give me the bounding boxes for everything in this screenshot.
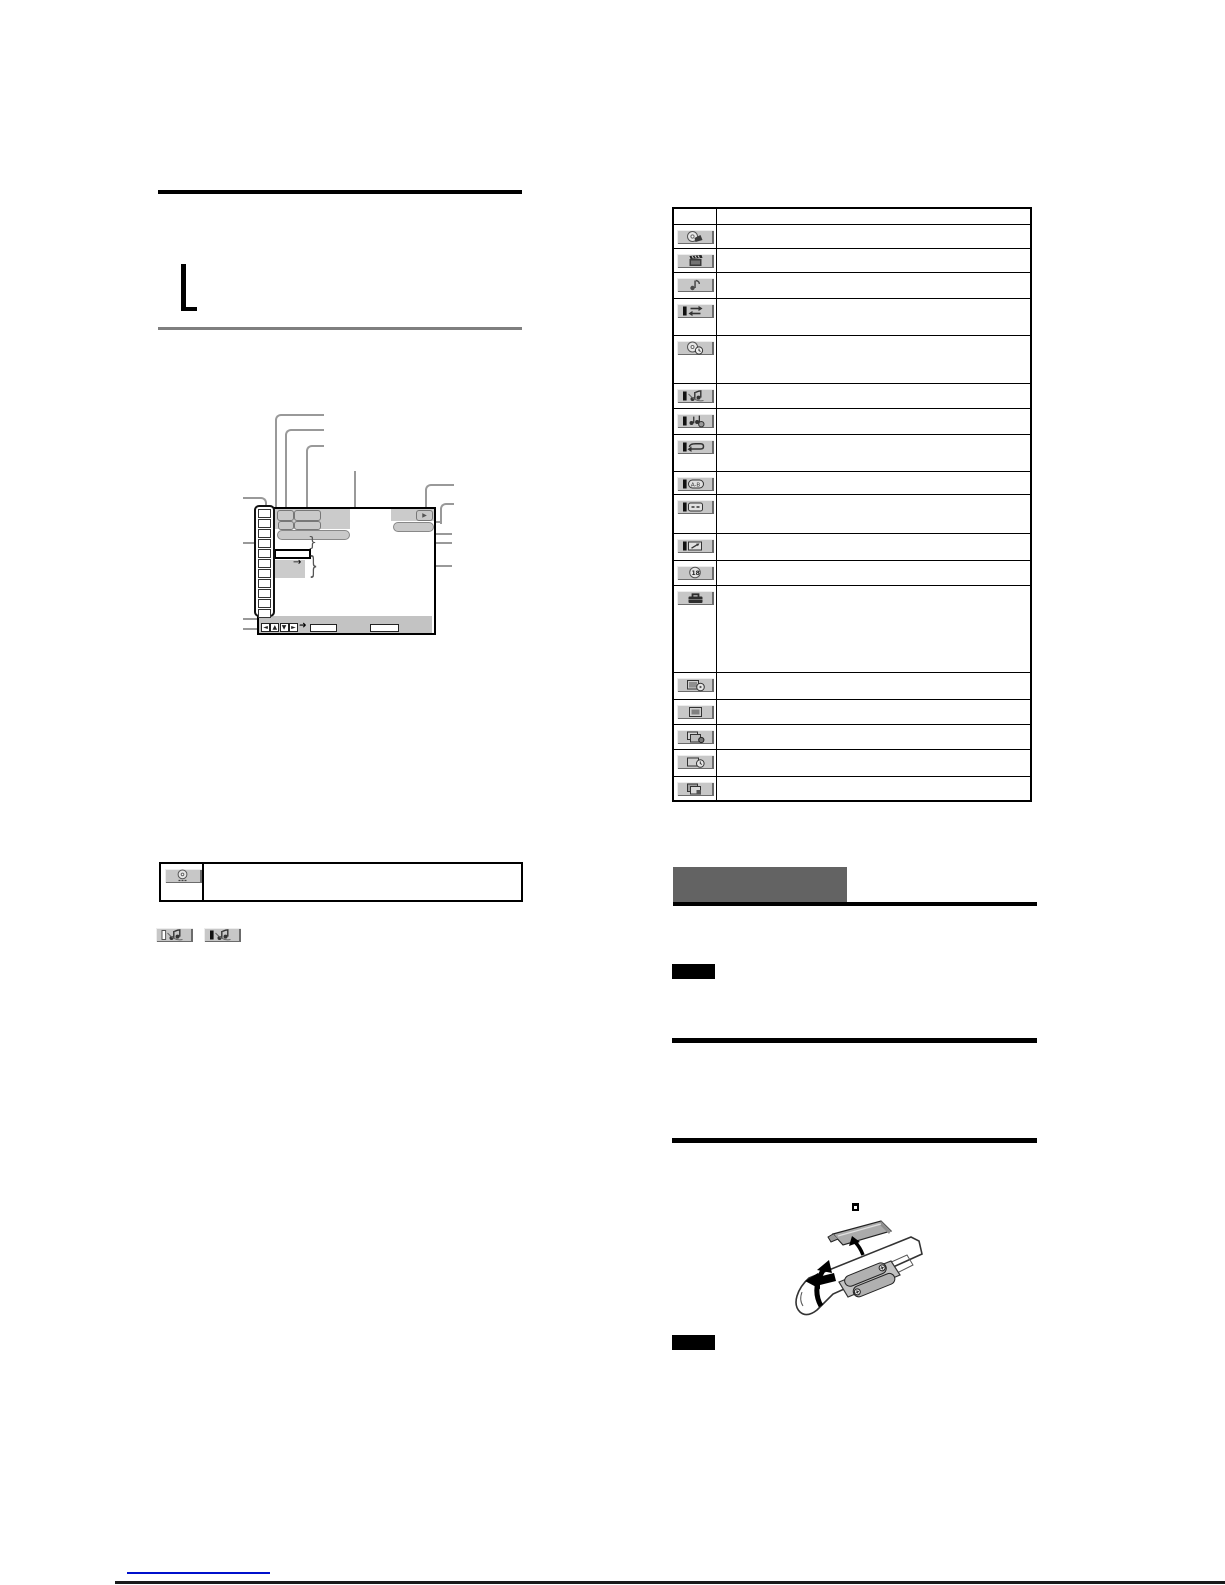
menu-list-cell	[258, 549, 271, 558]
control-menu-icon-table	[672, 207, 1032, 802]
nav-arrow-box: ►	[289, 623, 298, 632]
icon-cell	[674, 586, 717, 672]
icon-cell	[674, 673, 717, 699]
description-cell	[717, 586, 1030, 672]
icon-table-row	[674, 724, 1030, 749]
link-underline	[127, 1572, 270, 1574]
icon-table-row	[674, 224, 1030, 248]
description-cell	[717, 495, 1030, 533]
section-top-rule	[158, 190, 522, 194]
proceed-arrow: ➜	[299, 621, 307, 631]
icon-table-row	[674, 699, 1030, 724]
bottom-label-box-2	[370, 624, 399, 632]
menu-list-cell	[258, 599, 271, 608]
menu-list-cell	[258, 509, 271, 518]
shuffle-notes-icon	[677, 414, 714, 428]
a-b-repeat-icon	[677, 477, 714, 491]
icon-table-row	[674, 383, 1030, 408]
nav-arrow-box: ◄	[261, 623, 270, 632]
icon-table-row	[674, 533, 1030, 560]
brace-1: }	[308, 535, 317, 551]
parental-control-disc-icon	[677, 566, 714, 580]
lift-arrow-head	[817, 1260, 832, 1273]
header-desc-cell	[717, 209, 1030, 224]
icon-cell	[674, 384, 717, 408]
icon-table-row	[674, 248, 1030, 272]
data-disc-icon	[165, 869, 202, 883]
description-cell	[717, 673, 1030, 699]
cover-arrow	[855, 1242, 863, 1255]
icon-table-row	[674, 776, 1030, 800]
menu-list-cell	[258, 609, 271, 618]
cursor-arrow: →	[293, 557, 302, 568]
description-cell	[717, 336, 1030, 383]
section-banner-rule	[673, 902, 1037, 906]
right-rule-2	[672, 1138, 1037, 1143]
play-status-icon: ▶	[416, 510, 433, 521]
nav-arrow-box: ▲	[270, 623, 279, 632]
menu-list-cell	[258, 529, 271, 538]
icon-table-row	[674, 494, 1030, 533]
icon-cell	[674, 725, 717, 749]
setup-toolbox-icon	[677, 591, 714, 605]
audio-notes-icon	[677, 389, 714, 403]
description-cell	[717, 472, 1030, 494]
page-bottom-edge	[115, 1581, 1225, 1584]
description-cell	[717, 750, 1030, 776]
section-banner	[673, 867, 847, 902]
description-cell	[717, 409, 1030, 434]
audio-icon-black-variant	[204, 927, 241, 946]
icon-table-row	[674, 585, 1030, 672]
description-cell	[717, 384, 1030, 408]
menu-list-cell	[258, 519, 271, 528]
description-cell	[717, 249, 1030, 272]
menu-left-list-outline	[254, 505, 275, 617]
icon-cell	[674, 249, 717, 272]
remote-battery-illustration	[793, 1218, 945, 1320]
data-disc-note-table	[159, 862, 523, 902]
brace-2: }	[309, 553, 318, 581]
table-divider	[202, 864, 204, 900]
menu-list-cell	[258, 579, 271, 588]
status-pill	[393, 522, 434, 532]
icon-cell	[674, 777, 717, 800]
svg-text:A-B: A-B	[690, 482, 701, 489]
note-badge-2	[672, 1335, 715, 1350]
description-cell	[717, 435, 1030, 471]
description-cell	[717, 777, 1030, 800]
menu-tab-2	[294, 510, 321, 521]
data-disc-icon-cell	[165, 868, 202, 887]
icon-cell	[674, 534, 717, 560]
icon-cell	[674, 700, 717, 724]
menu-list-cell	[258, 559, 271, 568]
album-picture-disc-icon	[677, 678, 714, 692]
program-arrows-icon	[677, 304, 714, 318]
menu-tab-4	[294, 521, 321, 530]
title-disc-icon	[677, 230, 714, 244]
icon-table-row	[674, 560, 1030, 585]
audio-notes-icon	[204, 928, 241, 942]
file-picture-icon	[677, 705, 714, 719]
svg-text:18: 18	[691, 570, 700, 577]
icon-cell	[674, 435, 717, 471]
description-cell	[717, 225, 1030, 248]
callout-line-3	[306, 445, 324, 509]
right-rule-1	[672, 1038, 1037, 1043]
subtitle-icon	[677, 500, 714, 514]
icon-table-row	[674, 298, 1030, 335]
date-pictures-icon	[677, 730, 714, 744]
icon-table-row	[674, 272, 1030, 298]
track-note-icon	[677, 278, 714, 292]
drop-cap-L	[181, 264, 197, 311]
section-sub-rule	[158, 327, 522, 330]
icon-table-row	[674, 471, 1030, 494]
effect-pictures-icon	[677, 782, 714, 796]
icon-cell	[674, 495, 717, 533]
description-cell	[717, 725, 1030, 749]
icon-cell	[674, 561, 717, 585]
badge-glyph	[854, 1206, 857, 1209]
bottom-label-box-1	[310, 624, 337, 632]
menu-tab-3	[278, 521, 294, 530]
table-header-row	[674, 209, 1030, 224]
menu-list-cell	[258, 539, 271, 548]
angle-icon	[677, 539, 714, 553]
description-cell	[717, 534, 1030, 560]
audio-notes-icon	[156, 928, 193, 942]
icon-cell	[674, 273, 717, 298]
menu-list-cell	[258, 589, 271, 598]
chapter-clapperboard-icon	[677, 254, 714, 268]
icon-cell	[674, 299, 717, 335]
description-cell	[717, 273, 1030, 298]
battery-cover	[828, 1221, 891, 1245]
menu-list-cell	[258, 569, 271, 578]
icon-cell	[674, 409, 717, 434]
icon-cell	[674, 472, 717, 494]
menu-tab-1	[277, 510, 294, 521]
icon-table-row	[674, 434, 1030, 471]
nav-arrow-box: ▼	[280, 623, 289, 632]
icon-cell	[674, 750, 717, 776]
description-cell	[717, 700, 1030, 724]
description-cell	[717, 299, 1030, 335]
description-cell	[717, 561, 1030, 585]
note-badge-1	[672, 964, 715, 979]
icon-table-row	[674, 408, 1030, 434]
audio-icon-outline-variant	[156, 927, 193, 946]
icon-table-row	[674, 672, 1030, 699]
callout-line-right-2	[440, 503, 454, 524]
interval-picture-clock-icon	[677, 755, 714, 769]
time-text-disc-clock-icon	[677, 341, 714, 355]
repeat-loop-icon	[677, 440, 714, 454]
icon-cell	[674, 225, 717, 248]
step-marker-badge	[852, 1203, 859, 1211]
icon-cell	[674, 336, 717, 383]
header-icon-cell	[674, 209, 717, 224]
menu-left-list-cells	[258, 509, 271, 619]
icon-table-row	[674, 749, 1030, 776]
icon-table-row	[674, 335, 1030, 383]
